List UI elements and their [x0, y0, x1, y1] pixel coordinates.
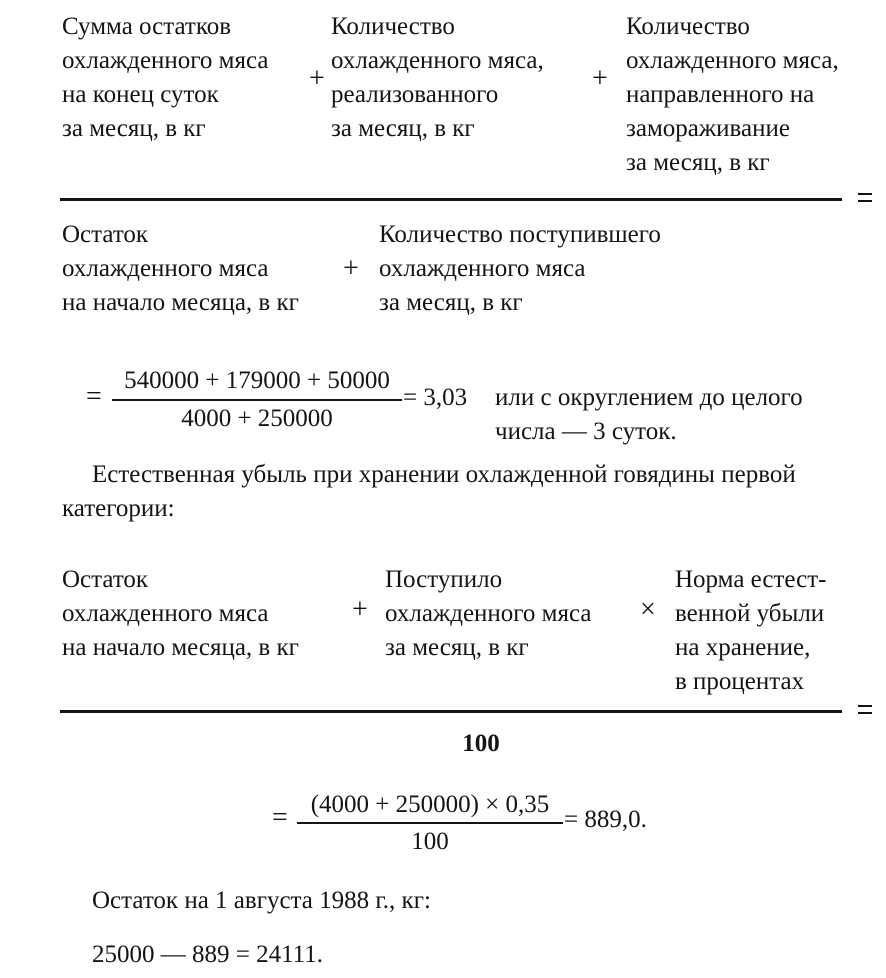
- calc2-result: = 889,0.: [564, 806, 647, 833]
- calc2-numerator: (4000 + 250000) × 0,35: [310, 791, 550, 818]
- f2-denominator: 100: [462, 730, 500, 757]
- f2-term-3: Норма естест- венной убыли на хранение, в процентах: [675, 566, 827, 695]
- paragraph-balance-august: Остаток на 1 августа 1988 г., кг:: [92, 887, 431, 914]
- f2-equals-sign-top: [858, 705, 872, 707]
- f1-num-term-1: Сумма остатков охлажденного мяса на конец суток за месяц, в кг: [62, 13, 269, 142]
- calc1-lead-equals: =: [86, 381, 102, 412]
- f1-plus-2: +: [592, 63, 608, 94]
- calc1-result: = 3,03: [403, 384, 468, 411]
- calc2-lead-equals: =: [272, 802, 288, 833]
- f1-equals-sign-bottom: [858, 200, 872, 202]
- calc1-note: или с округлением до целого числа — 3 суток.: [495, 384, 803, 445]
- f1-equals-sign-top: [858, 193, 872, 195]
- f2-fraction-bar: [60, 710, 842, 713]
- f1-fraction-bar: [60, 198, 842, 201]
- paragraph-natural-loss: Естественная убыль при хранении охлажденной говядины первой категории:: [62, 461, 796, 522]
- f2-term-2: Поступило охлажденного мяса за месяц, в кг: [385, 566, 592, 661]
- f1-den-term-1: Остаток охлажденного мяса на начало месяца, в кг: [62, 221, 299, 316]
- f1-num-term-2: Количество охлажденного мяса, реализованного за месяц, в кг: [331, 13, 544, 142]
- calc2-denominator: 100: [411, 828, 449, 855]
- calc1-denominator: 4000 + 250000: [181, 405, 333, 432]
- calc1-numerator: 540000 + 179000 + 50000: [124, 367, 390, 394]
- final-calculation: 25000 — 889 = 24111.: [92, 941, 323, 968]
- f1-den-term-2: Количество поступившего охлажденного мяса за месяц, в кг: [379, 221, 661, 316]
- f2-times: ×: [640, 594, 656, 625]
- f2-plus: +: [352, 594, 368, 625]
- f1-plus-1: +: [309, 63, 325, 94]
- f1-den-plus: +: [343, 253, 359, 284]
- calc1-fraction-bar: [112, 399, 402, 401]
- f2-equals-sign-bottom: [858, 712, 872, 714]
- f2-term-1: Остаток охлажденного мяса на начало месяца, в кг: [62, 566, 299, 661]
- calc2-fraction-bar: [297, 822, 563, 824]
- f1-num-term-3: Количество охлажденного мяса, направленного на замораживание за месяц, в кг: [626, 13, 839, 176]
